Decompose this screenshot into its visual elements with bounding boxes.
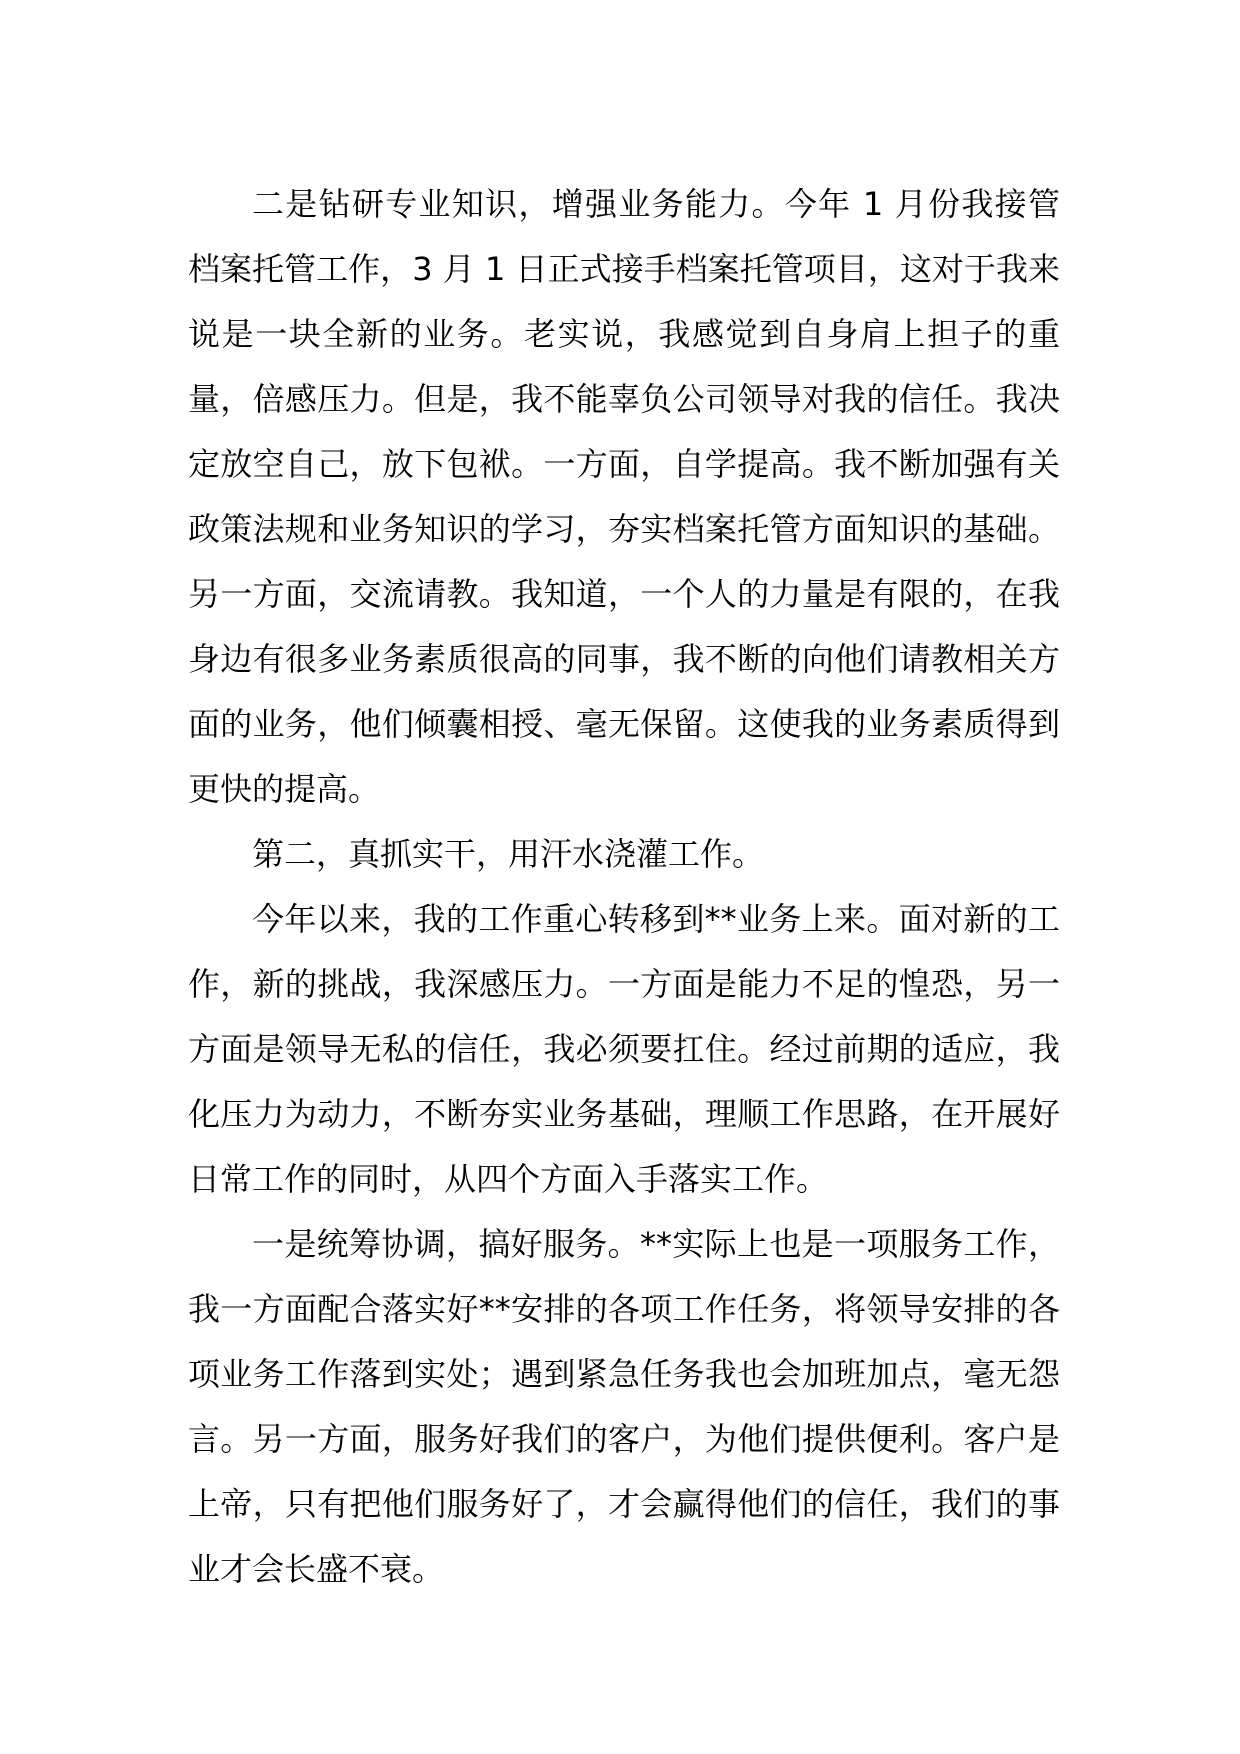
paragraph-section-heading: 第二，真抓实干，用汗水浇灌工作。 (252, 835, 765, 873)
paragraph-coordination-service: 一是统筹协调，搞好服务。**实际上也是一项服务工作，我一方面配合落实好**安排的各项工作任务，将领导安排的各项业务工作落到实处；遇到紧急任务我也会加班加点，毫无怨言。另一方面，服务好我们的客户，为他们提供便利。客户是上帝，只有把他们服务好了，才会赢得他们的信任，我们的事业才会长盛不衰。 (188, 1225, 1060, 1588)
paragraph-professional-knowledge: 二是钻研专业知识，增强业务能力。今年 1 月份我接管档案托管工作，3 月 1 日正式接手档案托管项目，这对于我来说是一块全新的业务。老实说，我感觉到自身肩上担子的重量，倍感压力。但是，我不能辜负公司领导对我的信任。我决定放空自己，放下包袱。一方面，自学提高。我不断加强有关政策法规和业务知识的学习，夯实档案托管方面知识的基础。另一方面，交流请教。我知道，一个人的力量是有限的，在我身边有很多业务素质很高的同事，我不断的向他们请教相关方面的业务，他们倾囊相授、毫无保留。这使我的业务素质得到更快的提高。 (188, 185, 1060, 808)
paragraph-work-focus: 今年以来，我的工作重心转移到**业务上来。面对新的工作，新的挑战，我深感压力。一方面是能力不足的惶恐，另一方面是领导无私的信任，我必须要扛住。经过前期的适应，我化压力为动力，不断夯实业务基础，理顺工作思路，在开展好日常工作的同时，从四个方面入手落实工作。 (188, 900, 1060, 1198)
document-body (188, 172, 1060, 1602)
